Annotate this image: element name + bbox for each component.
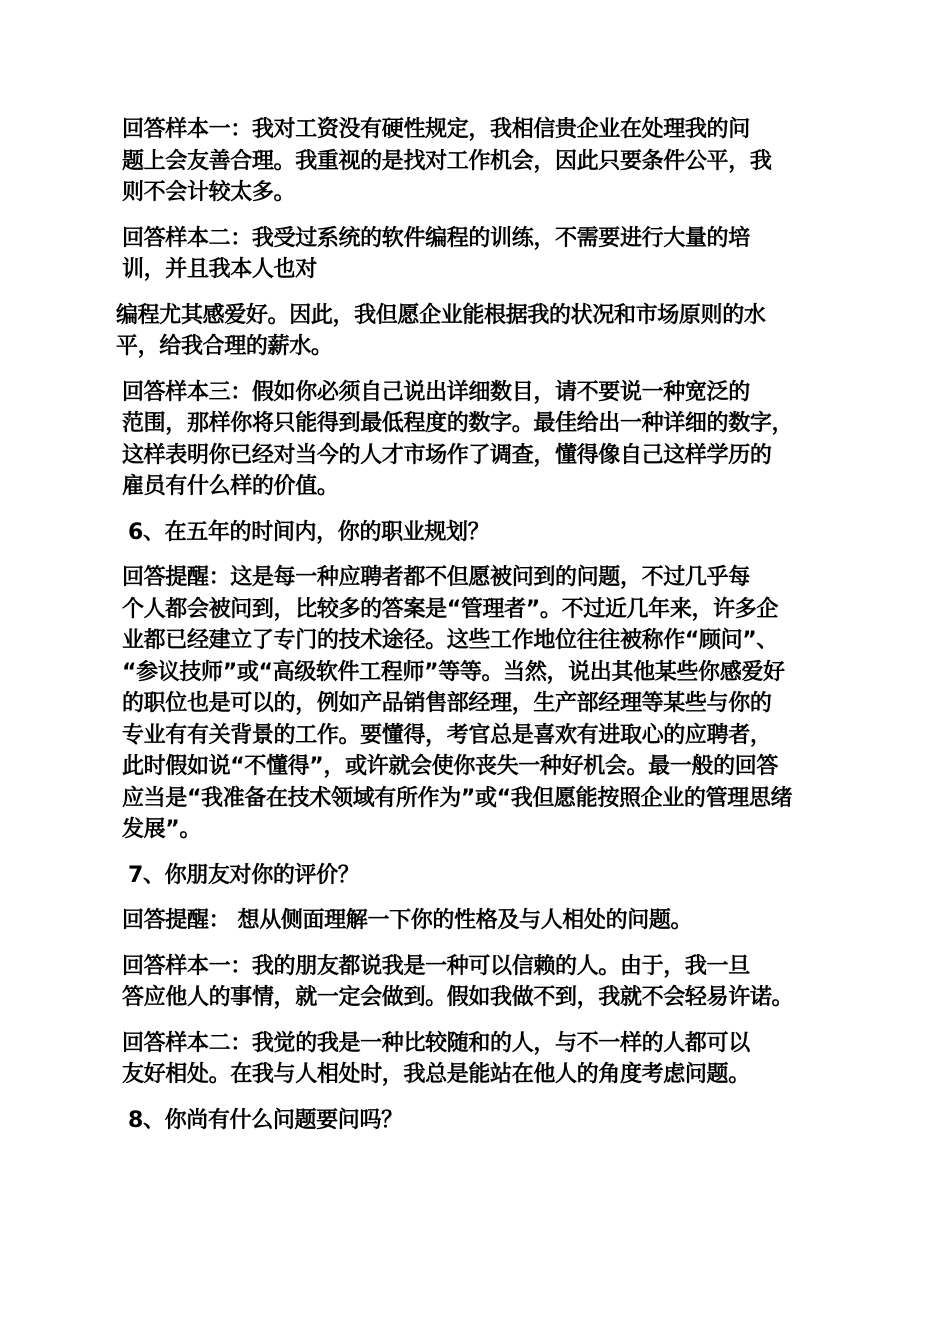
- answer-sample-7-1-paragraph: 回答样本一：我的朋友都说我是一种可以信赖的人。由于，我一旦 答应他人的事情，就一定会做到。假如我做不到，我就不会轻易许诺。: [122, 953, 794, 1010]
- answer-sample-1-paragraph: 回答样本一：我对工资没有硬性规定，我相信贵企业在处理我的问 题上会友善合理。我重视的是找对工作机会，因此只要条件公平，我 则不会计较太多。: [122, 117, 772, 205]
- answer-sample-2-paragraph-start: 回答样本二：我受过系统的软件编程的训练，不需要进行大量的培 训，并且我本人也对: [122, 225, 750, 282]
- question-7-heading: 7、你朋友对你的评价？: [128, 862, 360, 888]
- question-6-heading: 6、在五年的时间内，你的职业规划？: [128, 519, 490, 545]
- question-8-heading: 8、你尚有什么问题要问吗？: [128, 1107, 403, 1133]
- answer-sample-7-2-paragraph: 回答样本二：我觉的我是一种比较随和的人，与不一样的人都可以 友好相处。在我与人相处时，我总是能站在他人的角度考虑问题。: [122, 1030, 750, 1087]
- answer-sample-2-paragraph-continued: 编程尤其感爱好。因此，我但愿企业能根据我的状况和市场原则的水 平，给我合理的薪水。: [116, 302, 766, 359]
- answer-sample-3-paragraph: 回答样本三：假如你必须自己说出详细数目，请不要说一种宽泛的 范围，那样你将只能得到最低程度的数字。最佳给出一种详细的数字， 这样表明你已经对当今的人才市场作了调查，懂得像自己这样学历的 雇员有什么样的价值。: [122, 379, 794, 499]
- answer-hint-6-paragraph: 回答提醒：这是每一种应聘者都不但愿被问到的问题，不过几乎每 个人都会被问到，比较多的答案是“管理者”。不过近几年来，许多企 业都已经建立了专门的技术途径。这些工作地位往往被称作“顾问”、 “参议技师”或“高级软件工程师”等等。当然，说出其他某些你感爱好 的职位也是可以的，例如产品销售部经理，生产部经理等某些与你的 专业有有关背景的工作。要懂得，考官总是喜欢有进取心的应聘者， 此时假如说“不懂得”，或许就会使你丧失一种好机会。最一般的回答 应当是“我准备在技术领域有所作为”或“我但愿能按照企业的管理思绪 发展”。: [122, 565, 793, 842]
- document-body: [116, 114, 848, 1150]
- answer-hint-7-paragraph: 回答提醒： 想从侧面理解一下你的性格及与人相处的问题。: [122, 908, 693, 933]
